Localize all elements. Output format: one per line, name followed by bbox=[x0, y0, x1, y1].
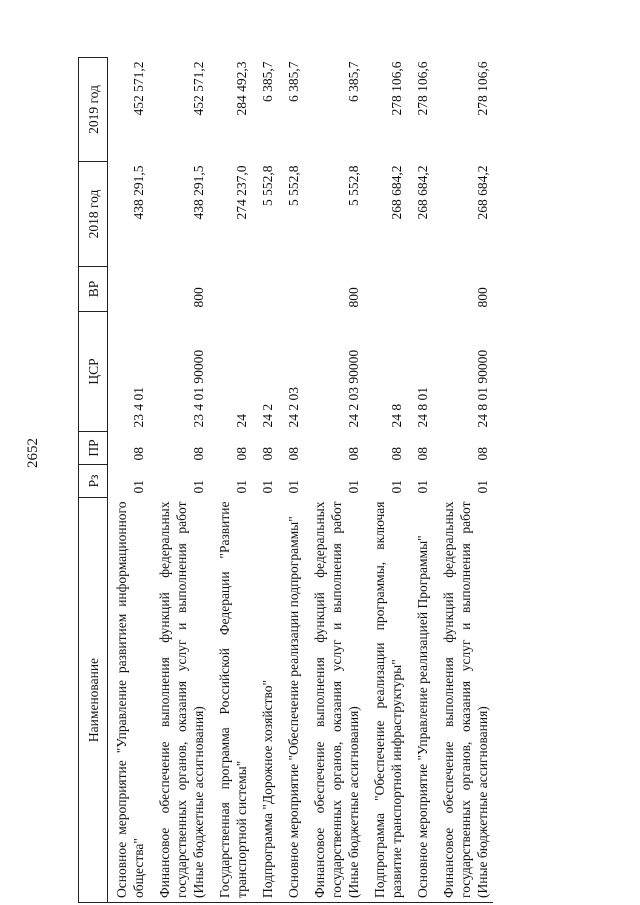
row-csr: 23 4 01 bbox=[131, 387, 146, 428]
row-vr: 800 bbox=[191, 287, 206, 308]
row-name: Финансовое обеспечение выполнения функций федеральных государственных органов, оказания услуг и выполнения работ (Иные бюджетные ассигнования) bbox=[151, 498, 211, 903]
row-rz: 01 bbox=[475, 480, 490, 494]
row-2018: 5 552,8 bbox=[346, 165, 361, 206]
table-row bbox=[280, 58, 306, 903]
header-2018: 2018 год bbox=[79, 162, 108, 267]
row-vr bbox=[108, 267, 152, 312]
table-row bbox=[306, 58, 366, 903]
row-2018: 5 552,8 bbox=[286, 165, 301, 206]
row-2019: 278 106,6 bbox=[389, 61, 404, 116]
row-rz: 01 bbox=[260, 480, 275, 494]
header-name: Наименование bbox=[79, 498, 108, 903]
row-rz: 01 bbox=[234, 480, 249, 494]
row-vr bbox=[254, 267, 280, 312]
header-rz: Рз bbox=[79, 465, 108, 498]
row-name: Государственная программа Российской Федерации "Развитие транспортной системы" bbox=[211, 498, 254, 903]
row-pr: 08 bbox=[286, 447, 301, 461]
row-pr: 08 bbox=[389, 447, 404, 461]
table-row bbox=[108, 58, 152, 903]
row-2019: 278 106,6 bbox=[415, 61, 430, 116]
row-vr bbox=[211, 267, 254, 312]
row-csr: 24 8 01 90000 bbox=[475, 349, 490, 428]
row-pr: 08 bbox=[131, 447, 146, 461]
row-name: Основное мероприятие "Управление реализацией Программы" bbox=[409, 498, 435, 903]
row-vr bbox=[280, 267, 306, 312]
row-vr bbox=[366, 267, 409, 312]
header-2019: 2019 год bbox=[79, 58, 108, 162]
table-header-row bbox=[79, 58, 108, 903]
row-2018: 438 291,5 bbox=[131, 165, 146, 220]
row-name: Подпрограмма "Обеспечение реализации программы, включая развитие транспортной инфраструктуры" bbox=[366, 498, 409, 903]
row-name: Финансовое обеспечение выполнения функций федеральных государственных органов, оказания услуг и выполнения работ (Иные бюджетные ассигнования) bbox=[306, 498, 366, 903]
table-row bbox=[254, 58, 280, 903]
row-2018: 5 552,8 bbox=[260, 165, 275, 206]
row-2019: 278 106,6 bbox=[475, 61, 490, 116]
row-csr: 24 bbox=[234, 414, 249, 428]
row-rz: 01 bbox=[415, 480, 430, 494]
row-2019: 452 571,2 bbox=[131, 61, 146, 116]
header-pr: ПР bbox=[79, 432, 108, 465]
row-rz: 01 bbox=[131, 480, 146, 494]
budget-table bbox=[78, 57, 493, 903]
row-vr bbox=[409, 267, 435, 312]
row-rz: 01 bbox=[389, 480, 404, 494]
table-row bbox=[151, 58, 211, 903]
row-2018: 268 684,2 bbox=[415, 165, 430, 220]
row-2018: 274 237,0 bbox=[234, 165, 249, 220]
row-csr: 24 8 01 bbox=[415, 387, 430, 428]
row-2018: 268 684,2 bbox=[389, 165, 404, 220]
rotated-table-container bbox=[78, 58, 640, 903]
row-rz: 01 bbox=[346, 480, 361, 494]
row-name: Подпрограмма "Дорожное хозяйство" bbox=[254, 498, 280, 903]
row-pr: 08 bbox=[415, 447, 430, 461]
row-csr: 24 2 03 bbox=[286, 387, 301, 428]
row-name: Основное мероприятие "Обеспечение реализации подпрограммы" bbox=[280, 498, 306, 903]
row-2019: 6 385,7 bbox=[260, 61, 275, 102]
row-vr: 800 bbox=[475, 287, 490, 308]
row-pr: 08 bbox=[475, 447, 490, 461]
row-csr: 24 2 bbox=[260, 403, 275, 428]
row-csr: 24 8 bbox=[389, 403, 404, 428]
row-rz: 01 bbox=[191, 480, 206, 494]
row-csr: 23 4 01 90000 bbox=[191, 349, 206, 428]
row-2018: 268 684,2 bbox=[475, 165, 490, 220]
row-2019: 6 385,7 bbox=[346, 61, 361, 102]
page-number: 2652 bbox=[25, 438, 41, 468]
row-pr: 08 bbox=[191, 447, 206, 461]
header-csr: ЦСР bbox=[79, 312, 108, 432]
row-2019: 6 385,7 bbox=[286, 61, 301, 102]
row-vr: 800 bbox=[346, 287, 361, 308]
row-2019: 284 492,3 bbox=[234, 61, 249, 116]
table-row bbox=[409, 58, 435, 903]
row-pr: 08 bbox=[260, 447, 275, 461]
row-name: Основное мероприятие "Управление развитием информационного общества" bbox=[108, 498, 152, 903]
row-2018: 438 291,5 bbox=[191, 165, 206, 220]
row-name: Финансовое обеспечение выполнения функций федеральных государственных органов, оказания услуг и выполнения работ (Иные бюджетные ассигнования) bbox=[435, 498, 493, 903]
row-csr: 24 2 03 90000 bbox=[346, 349, 361, 428]
row-2019: 452 571,2 bbox=[191, 61, 206, 116]
table-row bbox=[211, 58, 254, 903]
table-row bbox=[366, 58, 409, 903]
row-pr: 08 bbox=[346, 447, 361, 461]
row-rz: 01 bbox=[286, 480, 301, 494]
row-pr: 08 bbox=[234, 447, 249, 461]
table-row bbox=[435, 58, 493, 903]
header-vr: ВР bbox=[79, 267, 108, 312]
